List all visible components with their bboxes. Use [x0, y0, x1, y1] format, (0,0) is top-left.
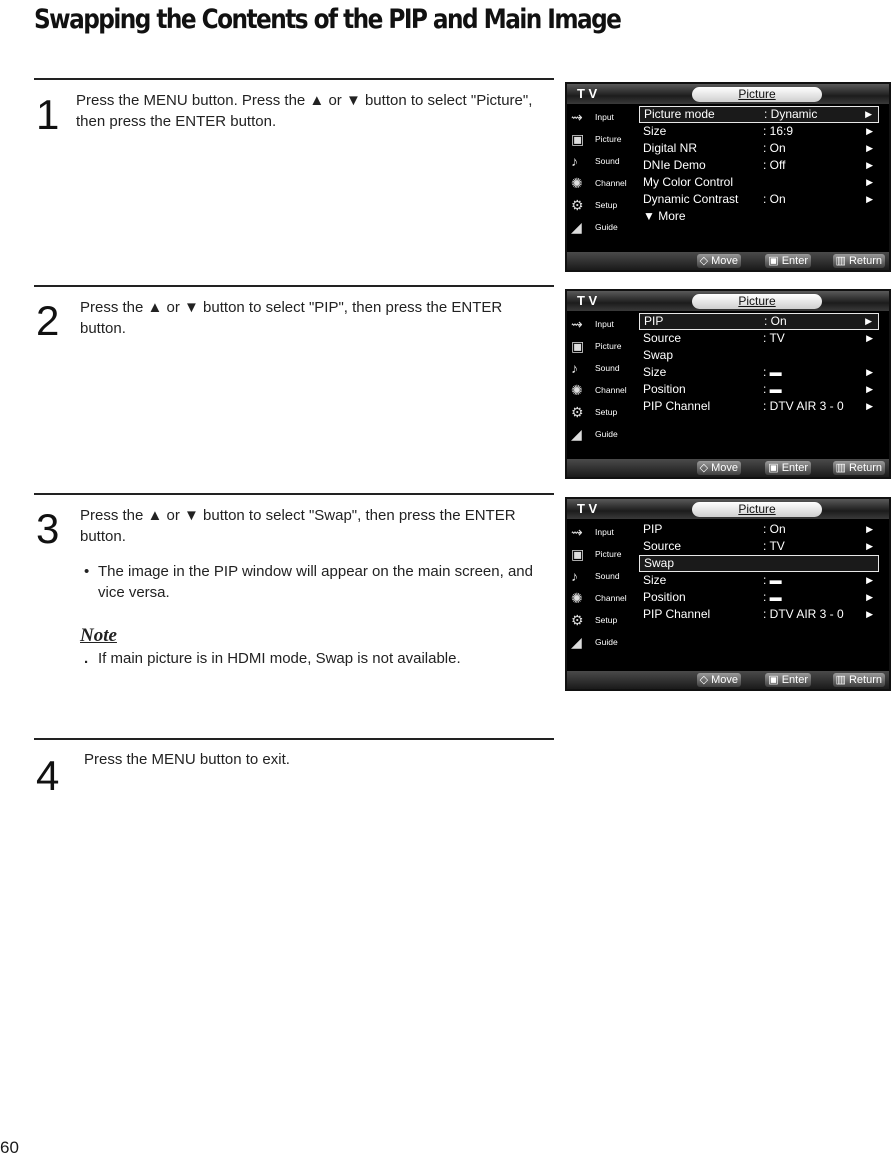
tv-menu-item-name: Swap [643, 348, 674, 362]
tv-menu-item-name: ▼ More [643, 209, 686, 223]
bullet-dot: . [84, 650, 89, 667]
tv-sidebar-item-sound [567, 357, 637, 379]
picture-icon: ▣ [571, 338, 585, 354]
chevron-right-icon: ▶ [866, 592, 873, 602]
input-icon: ⇝ [571, 316, 583, 332]
setup-icon: ⚙ [571, 404, 584, 420]
tv-sidebar-item-picture [567, 128, 637, 150]
tv-sidebar-item-setup [567, 401, 637, 423]
tv-menu-row [639, 606, 879, 623]
tv-menu-row [639, 347, 879, 364]
chevron-right-icon: ▶ [866, 160, 873, 170]
tv-menu [639, 106, 879, 225]
tv-header [567, 84, 889, 104]
note-text: If main picture is in HDMI mode, Swap is not available. [98, 650, 461, 667]
tv-footer-return: ▥ Return [833, 673, 885, 687]
note-item [80, 648, 550, 669]
step-divider [34, 738, 554, 740]
tv-menu-item-name: Size [643, 573, 667, 587]
tv-menu-item-value: : On [763, 192, 786, 206]
bullet-dot: • [84, 563, 90, 580]
tv-menu-item-value: : DTV AIR 3 - 0 [763, 399, 844, 413]
chevron-right-icon: ▶ [866, 524, 873, 534]
tv-sidebar-label: Channel [595, 593, 627, 603]
tv-menu-item-value: : ▬ [763, 590, 782, 604]
channel-icon: ✺ [571, 590, 583, 606]
tv-menu-item-value: : On [764, 314, 787, 328]
tv-header [567, 499, 889, 519]
input-icon: ⇝ [571, 524, 583, 540]
tv-label: T V [577, 501, 598, 516]
step-divider [34, 285, 554, 287]
tv-menu-item-value: : ▬ [763, 382, 782, 396]
chevron-right-icon: ▶ [866, 384, 873, 394]
tv-tab-picture: Picture [692, 87, 822, 102]
tv-sidebar-label: Input [595, 112, 614, 122]
tv-sidebar-item-sound [567, 565, 637, 587]
tv-menu-row [639, 521, 879, 538]
tv-menu-item-value: : ▬ [763, 573, 782, 587]
tv-menu-item-name: Picture mode [644, 107, 715, 121]
step-number: 3 [36, 505, 60, 552]
tv-sidebar-label: Guide [595, 222, 618, 232]
tv-footer-enter: ▣ Enter [765, 254, 811, 268]
chevron-right-icon: ▶ [866, 333, 873, 343]
chevron-right-icon: ▶ [866, 126, 873, 136]
tv-menu-item-value: : ▬ [763, 365, 782, 379]
guide-icon: ◢ [571, 634, 582, 650]
tv-sidebar-label: Picture [595, 549, 622, 559]
tv-menu-row [639, 538, 879, 555]
tv-footer-enter: ▣ Enter [765, 673, 811, 687]
step-divider [34, 493, 554, 495]
tv-footer [567, 671, 889, 689]
tv-sidebar-label: Guide [595, 429, 618, 439]
tv-sidebar-item-picture [567, 335, 637, 357]
setup-icon: ⚙ [571, 612, 584, 628]
tv-menu-row [639, 381, 879, 398]
tv-menu-row [639, 123, 879, 140]
tv-sidebar-item-input [567, 106, 637, 128]
tv-menu-item-name: PIP Channel [643, 607, 711, 621]
chevron-right-icon: ▶ [866, 177, 873, 187]
tv-sidebar-label: Sound [595, 363, 620, 373]
tv-footer-return: ▥ Return [833, 254, 885, 268]
tv-menu-item-name: Size [643, 124, 667, 138]
tv-menu-item-name: Size [643, 365, 667, 379]
step-text: Press the ▲ or ▼ button to select "PIP", then press the ENTER button. [80, 299, 503, 337]
tv-menu-row [639, 398, 879, 415]
tv-header [567, 291, 889, 311]
tv-sidebar-item-input [567, 313, 637, 335]
sound-icon: ♪ [571, 360, 578, 376]
tv-menu [639, 521, 879, 623]
chevron-right-icon: ▶ [866, 194, 873, 204]
tv-sidebar-label: Channel [595, 178, 627, 188]
chevron-right-icon: ▶ [866, 401, 873, 411]
tv-footer-move: ◇ Move [697, 673, 741, 687]
tv-menu-row [639, 364, 879, 381]
tv-menu-item-value: : Off [763, 158, 786, 172]
tv-sidebar [567, 106, 637, 238]
tv-menu-item-name: Position [643, 590, 686, 604]
tv-menu-row [639, 140, 879, 157]
tv-menu-item-value: : DTV AIR 3 - 0 [763, 607, 844, 621]
tv-menu-item-name: Source [643, 539, 682, 553]
page-title: Swapping the Contents of the PIP and Main Image [34, 4, 621, 35]
tv-menu-item-name: PIP Channel [643, 399, 711, 413]
chevron-right-icon: ▶ [866, 143, 873, 153]
step-bullet [80, 561, 550, 603]
tv-menu-item-name: Dynamic Contrast [643, 192, 739, 206]
tv-sidebar-label: Setup [595, 407, 618, 417]
tv-sidebar-item-input [567, 521, 637, 543]
chevron-right-icon: ▶ [865, 109, 872, 119]
tv-sidebar-label: Sound [595, 156, 620, 166]
tv-sidebar-item-setup [567, 194, 637, 216]
chevron-right-icon: ▶ [866, 541, 873, 551]
tv-menu-item-value: : Dynamic [764, 107, 818, 121]
tv-tab-picture: Picture [692, 294, 822, 309]
tv-menu-item-name: Swap [644, 556, 675, 570]
tv-footer-enter: ▣ Enter [765, 461, 811, 475]
tv-screen-swap-selected [565, 497, 891, 691]
tv-sidebar-item-channel [567, 379, 637, 401]
tv-menu-row [639, 589, 879, 606]
tv-sidebar-item-guide [567, 216, 637, 238]
chevron-right-icon: ▶ [866, 367, 873, 377]
guide-icon: ◢ [571, 426, 582, 442]
tv-footer-return: ▥ Return [833, 461, 885, 475]
step-instruction [76, 90, 550, 132]
step-instruction [84, 749, 544, 770]
tv-sidebar-item-channel [567, 587, 637, 609]
tv-sidebar-label: Sound [595, 571, 620, 581]
chevron-right-icon: ▶ [866, 575, 873, 585]
tv-menu [639, 313, 879, 415]
tv-sidebar-item-picture [567, 543, 637, 565]
tv-menu-item-name: Position [643, 382, 686, 396]
tv-footer [567, 252, 889, 270]
tv-sidebar-label: Input [595, 319, 614, 329]
tv-menu-item-value: : On [763, 141, 786, 155]
tv-sidebar-label: Setup [595, 200, 618, 210]
tv-sidebar-label: Input [595, 527, 614, 537]
tv-sidebar-item-guide [567, 423, 637, 445]
tv-menu-item-value: : TV [763, 331, 785, 345]
sound-icon: ♪ [571, 568, 578, 584]
picture-icon: ▣ [571, 131, 585, 147]
tv-sidebar [567, 521, 637, 653]
tv-menu-item-value: : On [763, 522, 786, 536]
tv-menu-item-name: PIP [643, 522, 663, 536]
tv-tab-picture: Picture [692, 502, 822, 517]
tv-sidebar-label: Picture [595, 341, 622, 351]
input-icon: ⇝ [571, 109, 583, 125]
tv-menu-row [639, 191, 879, 208]
tv-menu-item-name: Source [643, 331, 682, 345]
sound-icon: ♪ [571, 153, 578, 169]
channel-icon: ✺ [571, 175, 583, 191]
tv-sidebar-label: Picture [595, 134, 622, 144]
note-heading: Note [80, 625, 117, 646]
tv-menu-item-value: : TV [763, 539, 785, 553]
step-number: 1 [36, 91, 60, 138]
step-text: Press the ▲ or ▼ button to select "Swap", then press the ENTER button. [80, 507, 516, 545]
tv-menu-row [639, 330, 879, 347]
tv-menu-row [639, 157, 879, 174]
setup-icon: ⚙ [571, 197, 584, 213]
tv-sidebar-label: Channel [595, 385, 627, 395]
picture-icon: ▣ [571, 546, 585, 562]
step-text: Press the MENU button. Press the ▲ or ▼ button to select "Picture", then press the ENTER button. [76, 92, 533, 130]
tv-footer-move: ◇ Move [697, 461, 741, 475]
tv-menu-item-value: : 16:9 [763, 124, 794, 138]
step-divider [34, 78, 554, 80]
tv-sidebar [567, 313, 637, 445]
guide-icon: ◢ [571, 219, 582, 235]
tv-menu-row [639, 555, 879, 572]
tv-screen-picture-menu [565, 82, 891, 272]
tv-screen-pip-menu [565, 289, 891, 479]
tv-footer [567, 459, 889, 477]
tv-menu-row [639, 208, 879, 225]
tv-sidebar-label: Guide [595, 637, 618, 647]
tv-menu-row [639, 313, 879, 330]
channel-icon: ✺ [571, 382, 583, 398]
bullet-text: The image in the PIP window will appear on the main screen, and vice versa. [98, 563, 533, 601]
tv-sidebar-item-channel [567, 172, 637, 194]
tv-sidebar-item-guide [567, 631, 637, 653]
chevron-right-icon: ▶ [865, 316, 872, 326]
tv-label: T V [577, 86, 598, 101]
step-instruction [80, 297, 546, 339]
step-text: Press the MENU button to exit. [84, 751, 290, 768]
step-number: 4 [36, 752, 60, 799]
tv-sidebar-label: Setup [595, 615, 618, 625]
tv-menu-row [639, 572, 879, 589]
page-number: 60 [0, 1138, 19, 1157]
tv-label: T V [577, 293, 598, 308]
tv-footer-move: ◇ Move [697, 254, 741, 268]
tv-menu-item-name: DNIe Demo [643, 158, 706, 172]
tv-menu-item-name: My Color Control [643, 175, 734, 189]
chevron-right-icon: ▶ [866, 609, 873, 619]
step-instruction [80, 505, 550, 669]
tv-menu-item-name: Digital NR [643, 141, 698, 155]
tv-menu-row [639, 174, 879, 191]
tv-sidebar-item-sound [567, 150, 637, 172]
tv-sidebar-item-setup [567, 609, 637, 631]
step-number: 2 [36, 297, 60, 344]
tv-menu-row [639, 106, 879, 123]
tv-menu-item-name: PIP [644, 314, 664, 328]
